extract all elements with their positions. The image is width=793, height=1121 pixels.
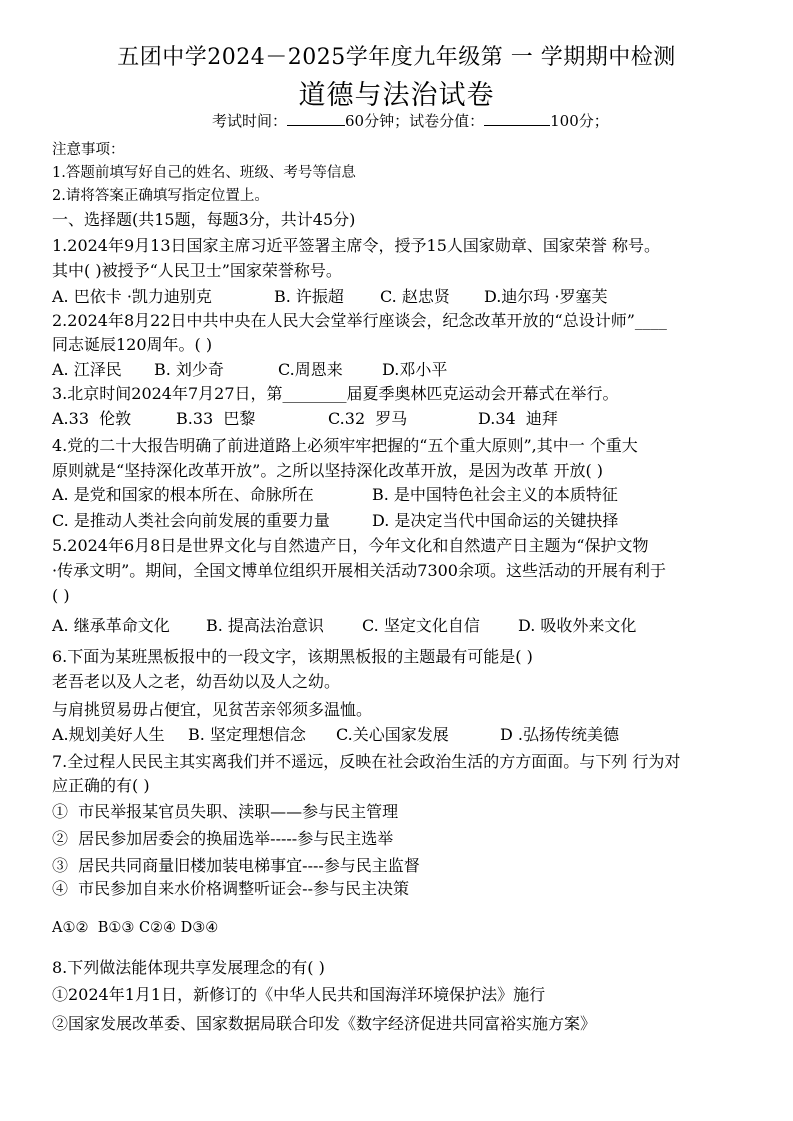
option-a: A. 江泽民	[52, 360, 122, 379]
question-5-line-2: ·传承文明”。期间，全国文博单位组织开展相关活动7300余项。这些活动的开展有利于	[52, 561, 666, 580]
option-d: D .弘扬传统美德	[500, 725, 620, 744]
question-3-options	[52, 409, 558, 429]
option-c: C. 赵忠贤	[380, 287, 450, 306]
exam-time-value: 60分钟；	[345, 112, 410, 130]
question-7-line-1: 7.全过程人民民主其实离我们并不遥远，反映在社会政治生活的方方面面。与下列 行为对	[52, 752, 681, 771]
question-1-line-1: 1.2024年9月13日国家主席习近平签署主席令，授予15人国家勋章、国家荣誉 称号。	[52, 236, 660, 255]
question-6-line-1: 6.下面为某班黑板报中的一段文字，该期黑板报的主题最有可能是( )	[52, 647, 533, 666]
question-4-options-row-1	[52, 485, 618, 505]
option-a: A.33 伦敦	[52, 409, 132, 428]
question-2-line-2: 同志诞辰120周年。( )	[52, 335, 213, 354]
option-d: D. 是决定当代中国命运的关键抉择	[372, 511, 619, 530]
option-b: B. 坚定理想信念	[188, 725, 306, 744]
exam-score-value: 100分；	[550, 112, 609, 130]
question-4-line-2: 原则就是“坚持深化改革开放”。之所以坚持深化改革开放，是因为改革 开放( )	[52, 461, 604, 480]
option-b: B. 提高法治意识	[206, 616, 324, 635]
exam-time-blank	[287, 111, 345, 126]
option-d: D. 吸收外来文化	[518, 616, 637, 635]
question-5-line-3: ( )	[52, 586, 70, 605]
option-d: D.邓小平	[382, 360, 448, 379]
option-c: C.32 罗马	[328, 409, 408, 428]
option-b: B. 刘少奇	[154, 360, 224, 379]
question-6-quote-1: 老吾老以及人之老，幼吾幼以及人之幼。	[52, 672, 341, 691]
note-item-1: 1.答题前填写好自己的姓名、班级、考号等信息	[52, 165, 356, 181]
notes-heading: 注意事项：	[52, 142, 125, 158]
option-b: B. 许振超	[274, 287, 344, 306]
question-8-item-1: ①2024年1月1日，新修订的《中华人民共和国海洋环境保护法》施行	[52, 985, 546, 1004]
question-6-quote-2: 与肩挑贸易毋占便宜，见贫苦亲邻须多温恤。	[52, 700, 373, 719]
question-4-options-row-2	[52, 511, 618, 531]
option-a: A. 巴依卡 ·凯力迪别克	[52, 287, 212, 306]
question-4-line-1: 4.党的二十大报告明确了前进道路上必须牢牢把握的“五个重大原则”,其中一 个重大	[52, 436, 638, 455]
note-item-2: 2.请将答案正确填写指定位置上。	[52, 188, 269, 204]
exam-title: 五团中学2024－2025学年度九年级第 一 学期期中检测	[117, 45, 676, 70]
question-1-line-2: 其中( )被授予“人民卫士”国家荣誉称号。	[52, 261, 342, 280]
option-b: B.33 巴黎	[176, 409, 256, 428]
exam-info-line	[212, 110, 609, 131]
question-7-item-1: ① 市民举报某官员失职、渎职——参与民主管理	[52, 802, 399, 821]
question-1-options	[52, 287, 608, 307]
section-heading: 一、选择题(共15题，每题3分，共计45分)	[52, 210, 356, 229]
question-2-line-1: 2.2024年8月22日中共中央在人民大会堂举行座谈会，纪念改革开放的“总设计师”____	[52, 311, 667, 330]
question-5-options	[52, 616, 636, 636]
option-c: C. 坚定文化自信	[362, 616, 480, 635]
question-7-item-2: ② 居民参加居委会的换届选举-----参与民主选举	[52, 829, 394, 848]
question-7-item-4: ④ 市民参加自来水价格调整听证会--参与民主决策	[52, 879, 409, 898]
question-3-line-1: 3.北京时间2024年7月27日，第________届夏季奥林匹克运动会开幕式在举行。	[52, 384, 619, 403]
option-a: A. 继承革命文化	[52, 616, 170, 635]
exam-time-label: 考试时间：	[212, 112, 288, 130]
option-c: C. 是推动人类社会向前发展的重要力量	[52, 511, 330, 530]
option-b: B. 是中国特色社会主义的本质特征	[372, 485, 618, 504]
option-d: D.迪尔玛 ·罗塞芙	[484, 287, 608, 306]
option-a: A. 是党和国家的根本所在、命脉所在	[52, 485, 314, 504]
question-5-line-1: 5.2024年6月8日是世界文化与自然遗产日，今年文化和自然遗产日主题为“保护文物	[52, 536, 649, 555]
exam-subtitle: 道德与法治试卷	[298, 80, 495, 111]
option-c: C.关心国家发展	[336, 725, 449, 744]
question-7-item-3: ③ 居民共同商量旧楼加装电梯事宜----参与民主监督	[52, 856, 420, 875]
option-a: A.规划美好人生	[52, 725, 165, 744]
question-8-line-1: 8.下列做法能体现共享发展理念的有( )	[52, 958, 325, 977]
question-7-line-2: 应正确的有( )	[52, 776, 150, 795]
exam-score-label: 试卷分值：	[409, 112, 485, 130]
question-6-options	[52, 725, 619, 745]
exam-score-blank	[484, 111, 550, 126]
question-2-options	[52, 360, 447, 380]
question-7-options: A①② B①③ C②④ D③④	[52, 920, 219, 936]
option-c: C.周恩来	[278, 360, 343, 379]
option-d: D.34 迪拜	[478, 409, 558, 428]
question-8-item-2: ②国家发展改革委、国家数据局联合印发《数字经济促进共同富裕实施方案》	[52, 1014, 597, 1033]
